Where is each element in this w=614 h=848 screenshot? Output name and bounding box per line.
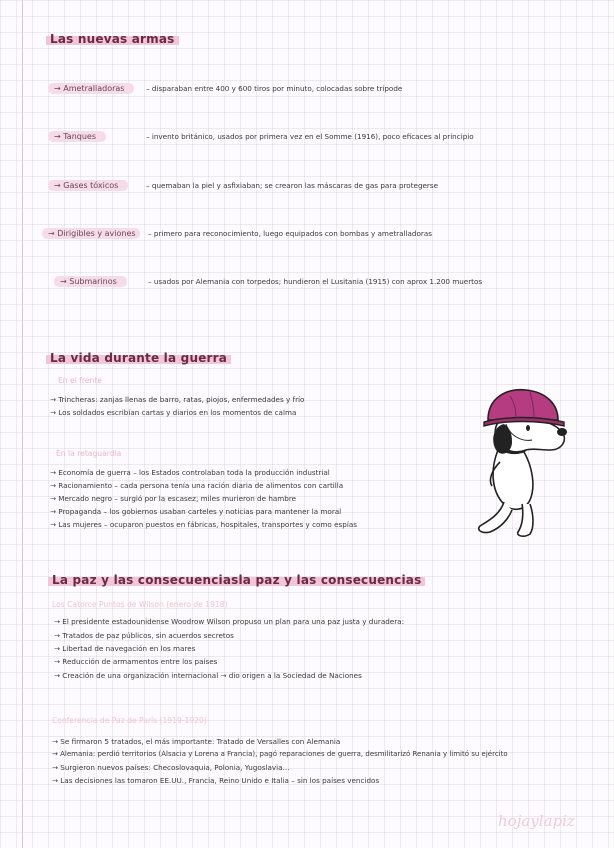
section-title-vida: La vida durante la guerra [46, 351, 231, 365]
list-item-frente-1: → Trincheras: zanjas llenas de barro, ratas, piojos, enfermedades y frío [50, 395, 305, 404]
list-item-retaguardia-5: → Las mujeres – ocuparon puestos en fábricas, hospitales, transportes y como espías [50, 520, 357, 529]
list-item-wilson-5: → Creación de una organización internacional → dio origen a la Sociedad de Naciones [54, 671, 362, 680]
list-item-wilson-3: → Libertad de navegación en los mares [54, 644, 196, 653]
weapon-label-tanques: → Tanques [48, 131, 106, 142]
list-item-wilson-4: → Reducción de armamentos entre los países [54, 657, 218, 666]
watermark: hojaylapiz [498, 812, 575, 830]
list-item-retaguardia-1: → Economía de guerra – los Estados controlaban toda la producción industrial [50, 468, 330, 477]
weapon-label-aviones: → Dirigibles y aviones [42, 228, 140, 239]
list-item-paris-1: → Se firmaron 5 tratados, el más importante: Tratado de Versalles con Alemania [52, 737, 341, 746]
list-item-retaguardia-3: → Mercado negro – surgió por la escasez; miles murieron de hambre [50, 494, 297, 503]
subheading-paris: Conferencia de Paz de París (1919-1920) [52, 716, 207, 725]
weapon-desc-submarinos: – usados por Alemania con torpedos; hundieron el Lusitania (1915) con aprox 1.200 muertos [148, 277, 483, 286]
list-item-wilson-2: → Tratados de paz públicos, sin acuerdos secretos [54, 631, 234, 640]
subheading-frente: En el frente [58, 376, 102, 385]
list-item-retaguardia-4: → Propaganda – los gobiernos usaban carteles y noticias para mantener la moral [50, 507, 342, 516]
weapon-desc-aviones: – primero para reconocimiento, luego equipados con bombas y ametralladoras [148, 229, 433, 238]
notebook-margin-line [22, 0, 23, 848]
list-item-wilson-1: → El presidente estadounidense Woodrow Wilson propuso un plan para una paz justa y duradera: [54, 617, 405, 626]
weapon-desc-tanques: – invento británico, usados por primera vez en el Somme (1916), poco eficaces al principio [146, 132, 474, 141]
list-item-paris-3: → Surgieron nuevos países: Checoslovaquia, Polonia, Yugoslavia... [52, 763, 290, 772]
snoopy-soldier-illustration [466, 380, 576, 540]
section-title-paz: La paz y las consecuenciasla paz y las consecuencias [48, 573, 425, 587]
section-title-armas: Las nuevas armas [46, 32, 179, 46]
weapon-desc-ametralladoras: – disparaban entre 400 y 600 tiros por minuto, colocadas sobre trípode [146, 84, 403, 93]
weapon-label-gases: → Gases tóxicos [48, 180, 128, 191]
list-item-paris-4: → Las decisiones las tomaron EE.UU., Francia, Reino Unido e Italia – sin los países vencidos [52, 776, 380, 785]
list-item-frente-2: → Los soldados escribían cartas y diarios en los momentos de calma [50, 408, 297, 417]
list-item-paris-2: → Alemania: perdió territorios (Alsacia y Lorena a Francia), pagó reparaciones de guerra, desmilitarizó Renania y limitó su ejército [52, 750, 508, 758]
list-item-retaguardia-2: → Racionamiento – cada persona tenía una ración diaria de alimentos con cartilla [50, 481, 344, 490]
weapon-desc-gases: – quemaban la piel y asfixiaban; se crearon las máscaras de gas para protegerse [146, 181, 439, 190]
subheading-wilson: Los Catorce Puntos de Wilson (enero de 1918) [52, 600, 228, 609]
weapon-label-submarinos: → Submarinos [54, 276, 127, 287]
subheading-retaguardia: En la retaguardia [56, 449, 122, 458]
weapon-label-ametralladoras: → Ametralladoras [48, 83, 134, 94]
